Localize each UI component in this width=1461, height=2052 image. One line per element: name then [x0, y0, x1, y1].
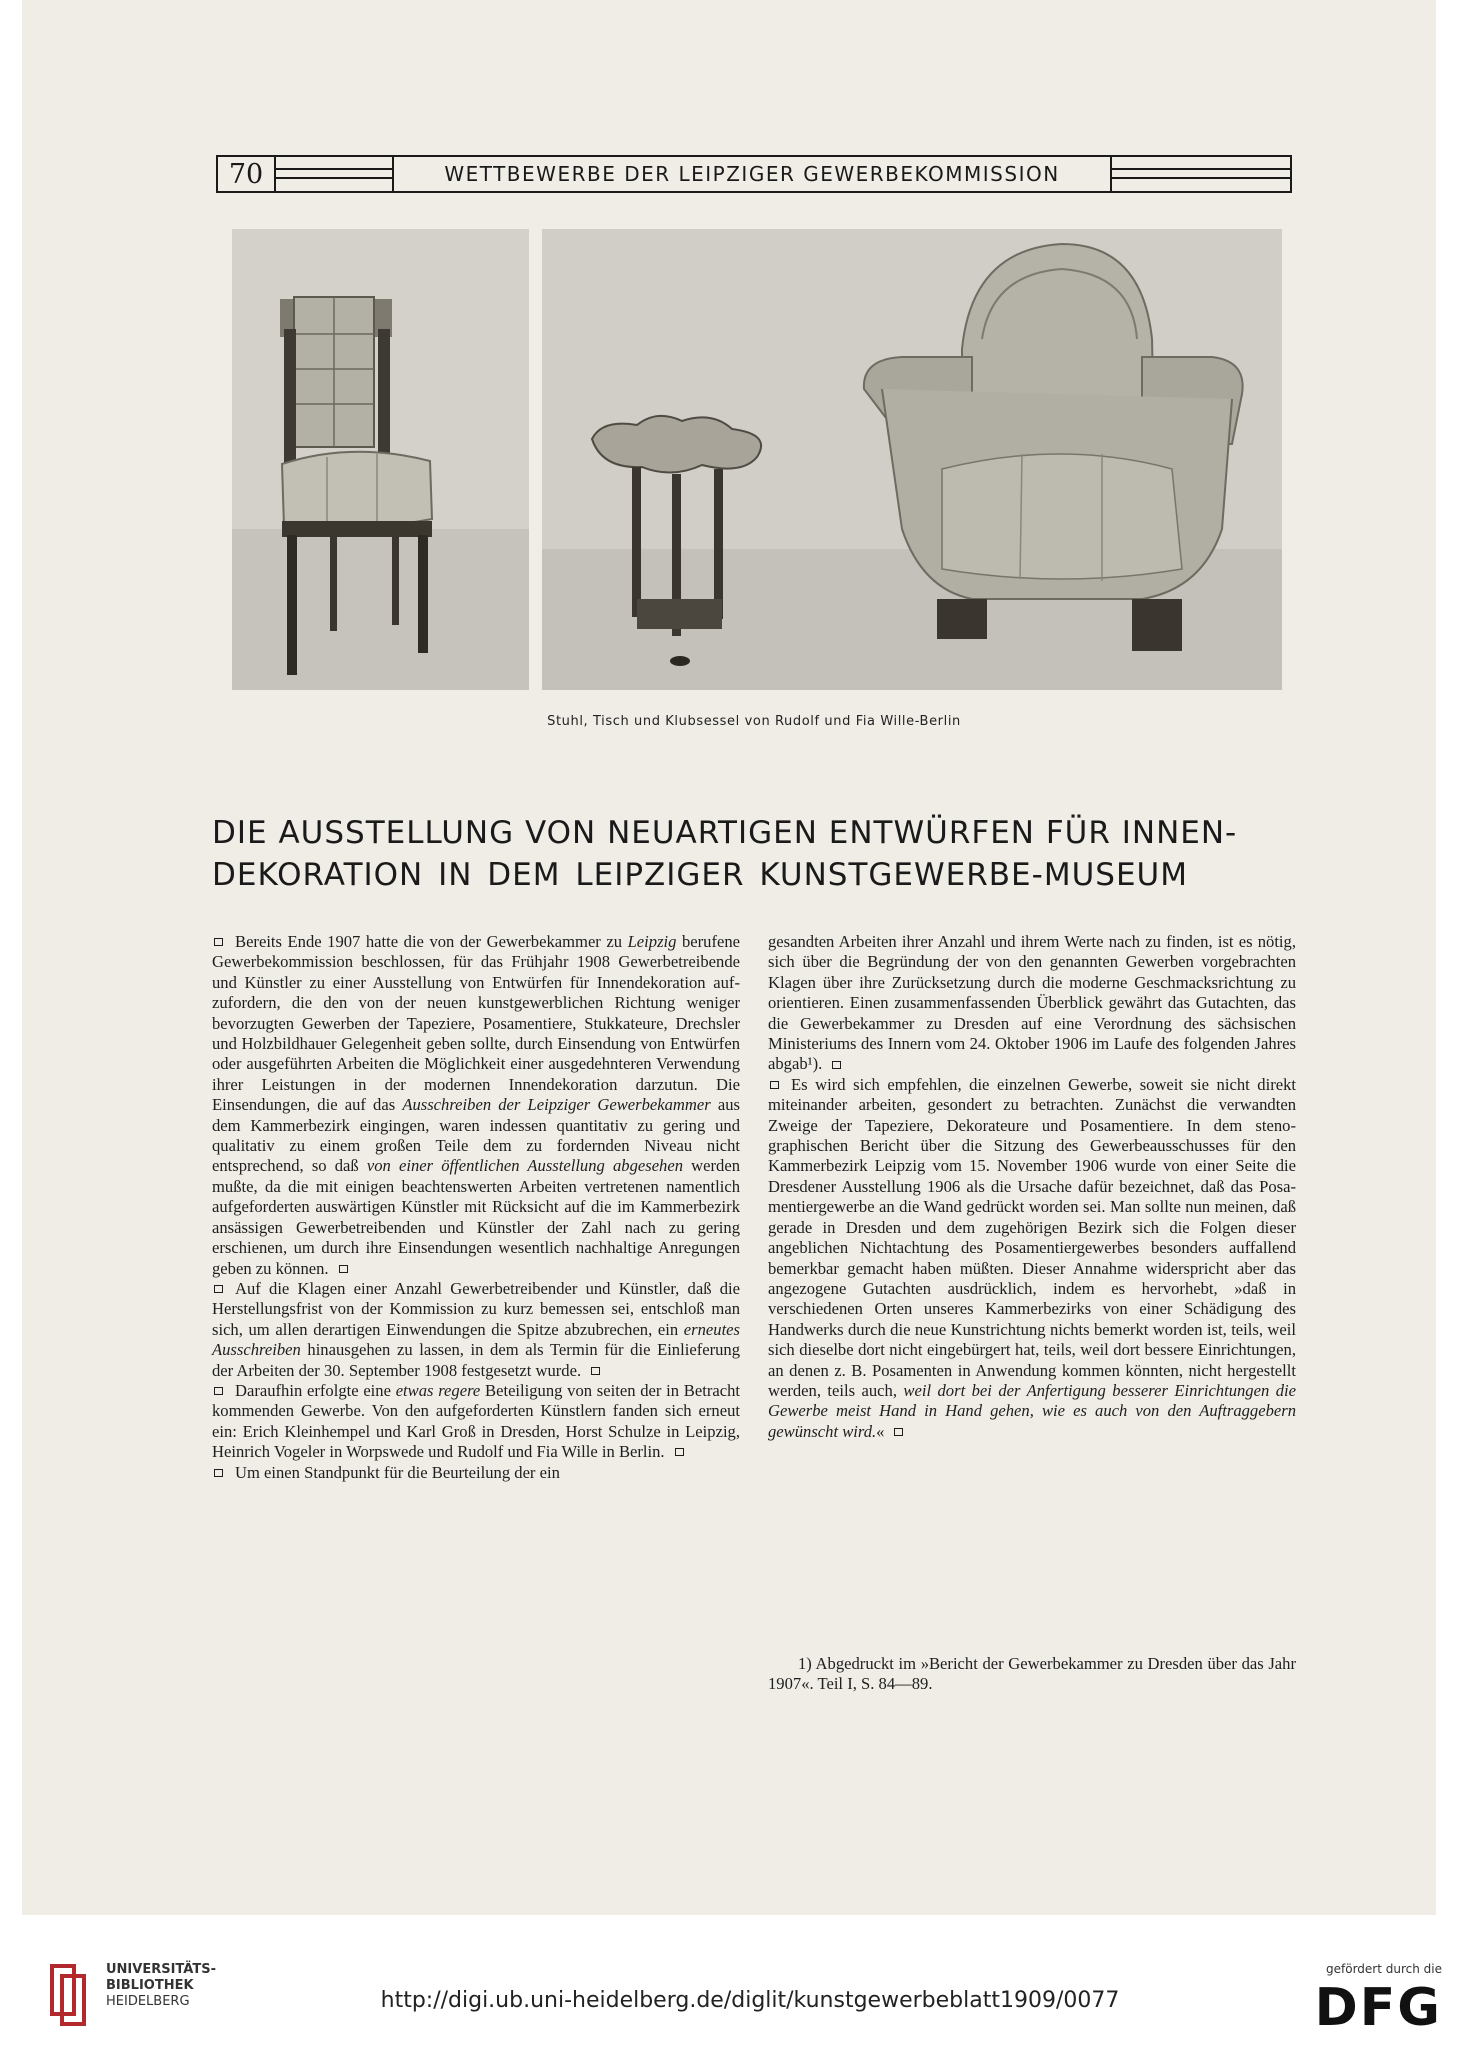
text: Daraufhin erfolgte eine — [235, 1380, 396, 1400]
text: Beteiligung von seiten der in Betracht kommenden Gewerbe. Von den aufgeforderten Künstlern fanden sich erneut ein: Erich Kleinhempel und Karl Groß in Dresden, Horst Schulze in Leipzig, Heinrich Vogeler in Worpswede und Rudolf und Fia Wille in Berlin. — [212, 1380, 740, 1462]
page-number: 70 — [218, 157, 276, 191]
viewer-footer — [0, 1915, 1461, 2052]
text: gesandten Arbeiten ihrer Anzahl und ihrem Werte nach zu finden, ist es nötig, sich über die Begründung der von den genannten Gewerben vorgebrachten Klagen über ihre Zurücksetzung durch die moderne Geschmacksrichtung zu orientieren. Einen zusammenfassenden Überblick gewährt das Gutachten, das die Gewerbekammer zu Dresden auf eine Verordnung des sächsischen Ministeriums des Innern vom 24. Oktober 1906 im Laufe des folgenden Jahres abgab¹). — [768, 932, 1296, 1074]
paragraph-end-mark-icon — [675, 1448, 684, 1456]
italic-text: Ausschreiben der Leipziger Gewerbekammer — [402, 1095, 711, 1115]
funding-credit — [1292, 1962, 1442, 2040]
column-left — [212, 932, 740, 1483]
paragraph-end-mark-icon — [894, 1428, 903, 1436]
paragraph-mark-icon — [214, 1469, 223, 1477]
italic-text: etwas regere — [395, 1380, 481, 1400]
footnote-text: 1) Abgedruckt im »Bericht der Gewerbekammer zu Dresden über das Jahr 1907«. Teil I, S. 84—89. — [768, 1654, 1296, 1694]
paragraph — [212, 932, 740, 1279]
paragraph-mark-icon — [214, 938, 223, 946]
chair-illustration — [232, 229, 529, 690]
paragraph — [768, 932, 1296, 1075]
italic-text: Leipzig — [627, 932, 677, 951]
text: berufene Gewerbekommission beschlossen, für das Frühjahr 1908 Gewerbetreibende und Künstler zu einer Ausstellung von Entwürfen für Innendekoration aufzufordern, die den von der neuen kunstgewerblichen Richtung weniger bevorzugten Gewerben der Tapeziere, Posamentiere, Stukkateure, Drechsler und Holzbildhauer Gelegenheit geben sollte, durch Einsendung von Entwürfen oder ausgeführten Arbeiten die Möglichkeit einer ausgedehnteren Verwendung ihrer Leistungen in der modernen Innendekoration darzutun. Die Einsendungen, die auf das — [212, 932, 741, 1115]
italic-text: erneutes Ausschreiben — [212, 1319, 740, 1360]
running-header — [216, 155, 1292, 193]
paragraph-end-mark-icon — [832, 1061, 841, 1069]
text: Bereits Ende 1907 hatte die von der Gewerbekammer zu — [235, 932, 628, 951]
figure-caption: Stuhl, Tisch und Klubsessel von Rudolf und Fia Wille-Berlin — [547, 714, 961, 729]
text: « — [876, 1421, 885, 1441]
paragraph-mark-icon — [214, 1387, 223, 1395]
paragraph-end-mark-icon — [591, 1367, 600, 1375]
library-emblem-icon — [48, 1962, 92, 2028]
paragraph-mark-icon — [770, 1081, 779, 1089]
article-title — [212, 812, 1294, 896]
library-name-line: UNIVERSITÄTS- — [106, 1962, 216, 1977]
photo-chair — [232, 229, 529, 690]
text: Um einen Standpunkt für die Beurteilung der ein — [235, 1462, 560, 1482]
header-rule-right — [1110, 157, 1290, 191]
library-name-line: BIBLIOTHEK — [106, 1978, 194, 1993]
permalink-url[interactable]: http://digi.ub.uni-heidelberg.de/diglit/kunstgewerbeblatt1909/0077 — [380, 1988, 1120, 2013]
text: werden mußte, da die mit einigen beachtenswerten Arbeiten vertretenen namentlich aufgeforderten auswärtigen Künstler mit Rücksicht auf die im Kammerbezirk ansässigen Gewerbetreibenden und Künstler der Zahl nach zu gering erschienen, um durch ihre Einsendungen wesentlich nachhaltige Anregungen geben zu können. — [212, 1156, 740, 1278]
italic-text: weil dort bei der Anfertigung besserer Einrichtungen die Gewerbe meist Hand in Hand gehen, wie es auch von den Auftraggebern gewünscht wird. — [768, 1380, 1296, 1441]
header-rule-left — [276, 157, 394, 191]
article-title-line-1: DIE AUSSTELLUNG VON NEUARTIGEN ENTWÜRFEN FÜR INNEN- — [212, 815, 1238, 851]
paragraph — [212, 1381, 740, 1463]
italic-text: von einer öffentlichen Ausstellung abgesehen — [366, 1156, 684, 1176]
text: hinausgehen zu lassen, in dem als Termin für die Einlieferung der Arbeiten der 30. September 1908 festgesetzt wurde. — [212, 1340, 740, 1380]
photo-table-armchair — [542, 229, 1282, 690]
library-logo[interactable] — [48, 1962, 216, 2028]
paragraph — [212, 1279, 740, 1381]
library-name — [106, 1962, 216, 2010]
running-title: WETTBEWERBE DER LEIPZIGER GEWERBEKOMMISSION — [444, 162, 1060, 186]
text: Es wird sich empfehlen, die einzelnen Gewerbe, soweit sie nicht direkt miteinander arbeiten, gesondert zu betrachten. Zunächst die verwandten Zweige der Tapeziere, Dekorateure und Posamentiere. In dem stenographischen Bericht über die Sitzung des Gewerbeausschusses für den Kammerbezirk Leipzig vom 15. November 1906 wurde von einer Seite die Dresdener Ausstellung 1906 als die Ursache dafür bezeichnet, daß das Posamentiergewerbe an die Wand gedrückt worden sei. Man sollte nun meinen, daß gerade in Dresden und dem zugehörigen Bezirk sich die Folgen dieser angeblichen Nichtachtung des Posamentiergewerbes besonders auffallend bemerkbar gemacht haben müßten. Dieser Annahme widerspricht aber das angezogene Gutachten ausdrücklich, indem es hervorhebt, »daß in verschiedenen Orten unseres Kammerbezirks von einer Schädigung des Handwerks durch die neue Kunstrichtung nichts bemerkt worden ist, teils, weil sich dieselbe dort nicht eingebürgert hat, teils, weil dort bessere Einrichtungen, an denen z. B. Posamenten in Anwendung kommen könnten, nicht hergestellt werden, teils auch, — [768, 1074, 1296, 1400]
text: aus dem Kammerbezirk eingingen, waren indessen quantitativ zu gering und qualitativ zu einem großen Teile dem zu fordernden Niveau nicht entsprechend, so daß — [212, 1095, 740, 1176]
funding-label: gefördert durch die — [1326, 1962, 1442, 1976]
paragraph-mark-icon — [214, 1285, 223, 1293]
dfg-logo[interactable]: DFG — [1314, 1978, 1442, 2038]
table-armchair-illustration — [542, 229, 1282, 690]
article-title-line-2: DEKORATION IN DEM LEIPZIGER KUNSTGEWERBE-MUSEUM — [212, 857, 1188, 893]
column-right — [768, 932, 1296, 1442]
text: Auf die Klagen einer Anzahl Gewerbetreibender und Künstler, daß die Herstellungsfrist von der Kommission zu kurz bemessen sei, entschloß man sich, um allen derartigen Einwendungen die Spitze abzubrechen, ein — [212, 1278, 740, 1339]
paragraph — [212, 1463, 740, 1483]
paragraph — [768, 1075, 1296, 1442]
library-name-line: HEIDELBERG — [106, 1994, 190, 2009]
footnote — [768, 1654, 1296, 1695]
paragraph-end-mark-icon — [339, 1265, 348, 1273]
